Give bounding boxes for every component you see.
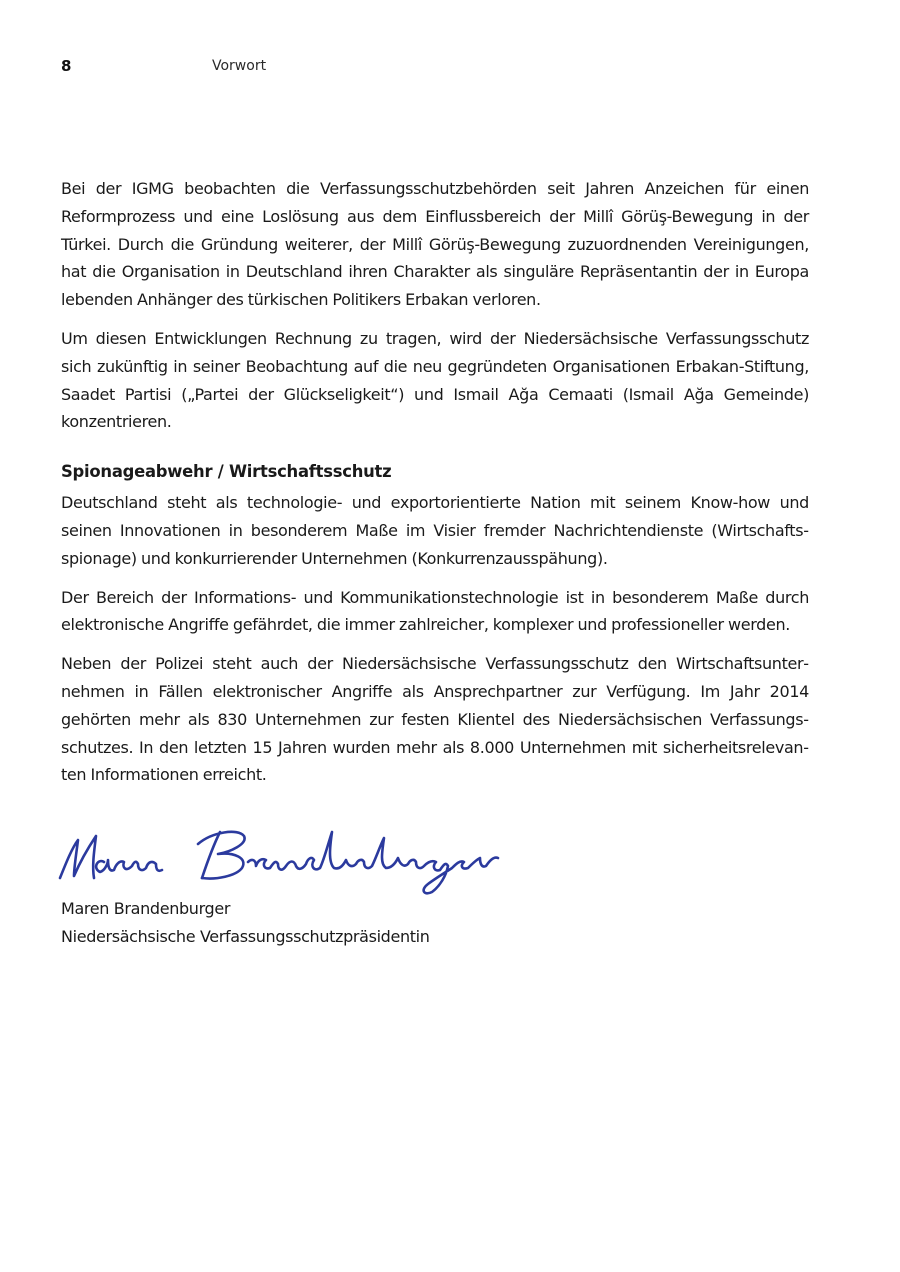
body-paragraph: Um diesen Entwicklungen Rechnung zu tragen, wird der Niedersächsische Verfassungsschutz sich zukünftig in seiner Beobachtung auf die neu gegründeten Organisationen Erbakan-Stiftung, Saadet Partisi („Partei der Glückseligkeit“) und Ismail Ağa Cemaati (Ismail Ağa Gemeinde) konzentrieren. xyxy=(61,328,809,432)
signer-block xyxy=(61,895,430,951)
section-heading: Spionageabwehr / Wirtschaftsschutz xyxy=(61,462,392,482)
page-number: 8 xyxy=(61,57,72,75)
body-paragraph: Der Bereich der Informations- und Kommunikationstechnologie ist in besonderem Maße durch elektronische Angriffe gefährdet, die immer zahlreicher, komplexer und professioneller werden. xyxy=(61,587,809,635)
main-content xyxy=(61,175,809,800)
handwritten-signature xyxy=(52,818,512,898)
signer-name: Maren Brandenburger xyxy=(61,899,231,918)
signature-graphic xyxy=(52,818,512,898)
body-paragraph: Neben der Polizei steht auch der Niedersächsische Verfassungsschutz den Wirtschaftsunternehmen in Fällen elektronischer Angriffe als Ansprechpartner zur Verfügung. Im Jahr 2014 gehörten mehr als 830 Unternehmen zur festen Klientel des Niedersächsischen Verfassungsschutzes. In den letzten 15 Jahren wurden mehr als 8.000 Unternehmen mit sicherheitsrelevanten Informationen erreicht. xyxy=(61,654,809,785)
signer-title: Niedersächsische Verfassungsschutzpräsidentin xyxy=(61,927,430,946)
body-paragraph: Deutschland steht als technologie- und exportorientierte Nation mit seinem Know-how und seinen Innovationen in besonderem Maße im Visier fremder Nachrichtendienste (Wirtschaftsspionage) und konkurrierender Unternehmen (Konkurrenzausspähung). xyxy=(61,493,809,568)
body-paragraph: Bei der IGMG beobachten die Verfassungsschutzbehörden seit Jahren Anzeichen für einen Reformprozess und eine Loslösung aus dem Einflussbereich der Millî Görüş-Bewegung in der Türkei. Durch die Gründung weiterer, der Millî Görüş-Bewegung zuzuordnenden Vereinigungen, hat die Organisation in Deutschland ihren Charakter als singuläre Repräsentantin der in Europa lebenden Anhänger des türkischen Politikers Erbakan verloren. xyxy=(61,179,809,310)
running-title: Vorwort xyxy=(212,58,267,74)
page-header xyxy=(61,57,841,79)
